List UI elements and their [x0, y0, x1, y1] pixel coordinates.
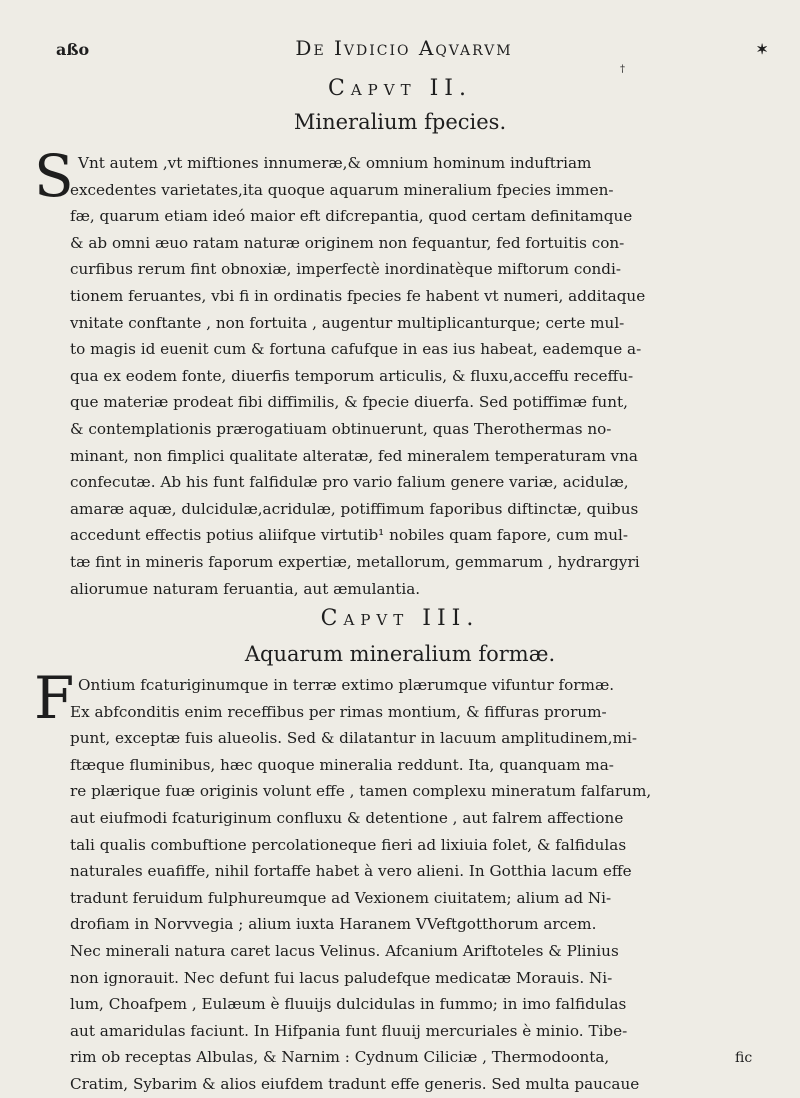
text-line: fæ, quarum etiam ideó maior eft difcrepantia, quod certam definitamque: [70, 207, 633, 226]
running-header: [40, 34, 768, 64]
text-line: excedentes varietates,ita quoque aquarum mineralium fpecies immen-: [70, 180, 614, 199]
text-line: accedunt effectis potius aliifque virtutib¹ nobiles quam fapore, cum mul-: [70, 526, 628, 545]
text-line: rim ob receptas Albulas, & Narnim : Cydnum Ciliciæ , Thermodoonta,: [70, 1048, 610, 1067]
text-line: re plærique fuæ originis volunt effe , tamen complexu mineratum falfarum,: [70, 782, 652, 801]
text-line: ftæque fluminibus, hæc quoque mineralia reddunt. Ita, quanquam ma-: [70, 755, 614, 774]
text-line: to magis id euenit cum & fortuna cafufque in eas ius habeat, eademque a-: [70, 340, 642, 359]
text-line: drofiam in Norvvegia ; alium iuxta Haranem VVeftgotthorum arcem.: [70, 915, 597, 934]
text-line: tionem feruantes, vbi fi in ordinatis fpecies fe habent vt numeri, additaque: [70, 286, 646, 305]
text-line: tæ fint in mineris faporum expertiæ, metallorum, gemmarum , hydrargyri: [70, 552, 640, 571]
text-line: lum, Choafpem , Eulæum è fluuijs dulcidulas in fummo; in imo falfidulas: [70, 995, 627, 1014]
chapter-3-heading: Capvt III.: [320, 606, 480, 631]
text-line: tradunt feruidum fulphureumque ad Vexionem ciuitatem; alium ad Ni-: [70, 888, 612, 907]
text-line: & contemplationis prærogatiuam obtinuerunt, quas Therothermas no-: [70, 419, 612, 438]
chapter-3-drop-cap: F: [34, 664, 75, 732]
text-line: Ontium fcaturiginumque in terræ extimo plærumque vifuntur formæ.: [78, 676, 615, 694]
text-line: minant, non fimplici qualitate alteratæ, fed mineralem temperaturam vna: [70, 446, 638, 465]
text-line: tali qualis combuftione percolationeque fieri ad lixiuia folet, & falfidulas: [70, 835, 627, 854]
text-line: confecutæ. Ab his funt falfidulæ pro vario falium genere variæ, acidulæ,: [70, 473, 629, 492]
chapter-2-drop-cap: S: [34, 142, 74, 210]
catchword: fic: [735, 1050, 753, 1066]
text-line: curfibus rerum fint obnoxiæ, imperfectè inordinatèque miftorum condi-: [70, 260, 621, 279]
page-number: aßo: [56, 40, 90, 59]
signature-mark: †: [620, 64, 625, 75]
text-line: punt, exceptæ fuis alueolis. Sed & dilatantur in lacuum amplitudinem,mi-: [70, 729, 638, 748]
text-line: aliorumue naturam feruantia, aut æmulantia.: [70, 579, 421, 598]
text-line: naturales euafiffe, nihil fortaffe habet à vero alieni. In Gotthia lacum effe: [70, 862, 632, 881]
text-line: non ignorauit. Nec defunt fui lacus paludefque medicatæ Morauis. Ni-: [70, 968, 613, 987]
header-ornament-icon: ✶: [756, 42, 768, 58]
text-line: vnitate conftante , non fortuita , augentur multiplicanturque; certe mul-: [70, 313, 625, 332]
text-line: Ex abfconditis enim receffibus per rimas montium, & fiffuras prorum-: [70, 702, 607, 721]
text-line: Nec minerali natura caret lacus Velinus. Afcanium Ariftoteles & Plinius: [70, 941, 619, 960]
text-line: amaræ aquæ, dulcidulæ,acridulæ, potiffimum faporibus diftinctæ, quibus: [70, 499, 639, 518]
text-line: Cratim, Sybarim & alios eiufdem tradunt effe generis. Sed multa paucaue: [70, 1074, 640, 1093]
text-line: Vnt autem ,vt miftiones innumeræ,& omnium hominum induftriam: [78, 154, 592, 172]
chapter-3-subtitle: Aquarum mineralium formæ.: [244, 642, 556, 666]
text-line: aut amaridulas faciunt. In Hifpania funt fluuij mercuriales è minio. Tibe-: [70, 1021, 628, 1040]
chapter-2-subtitle: Mineralium fpecies.: [293, 110, 507, 134]
chapter-3-text: [0, 664, 800, 1098]
text-line: que materiæ prodeat fibi diffimilis, & fpecie diuerfa. Sed potiffimæ funt,: [70, 393, 628, 412]
text-line: aut eiufmodi fcaturiginum confluxu & detentione , aut falrem affectione: [70, 808, 624, 827]
chapter-2-heading: Capvt II.: [328, 76, 472, 101]
text-line: & ab omni æuo ratam naturæ originem non fequantur, fed fortuitis con-: [70, 233, 625, 252]
text-line: qua ex eodem fonte, diuerfis temporum articulis, & fluxu,acceffu receffu-: [70, 366, 634, 385]
chapter-2-text: [0, 142, 800, 602]
running-title: De Ivdicio Aqvarvm: [295, 36, 513, 60]
